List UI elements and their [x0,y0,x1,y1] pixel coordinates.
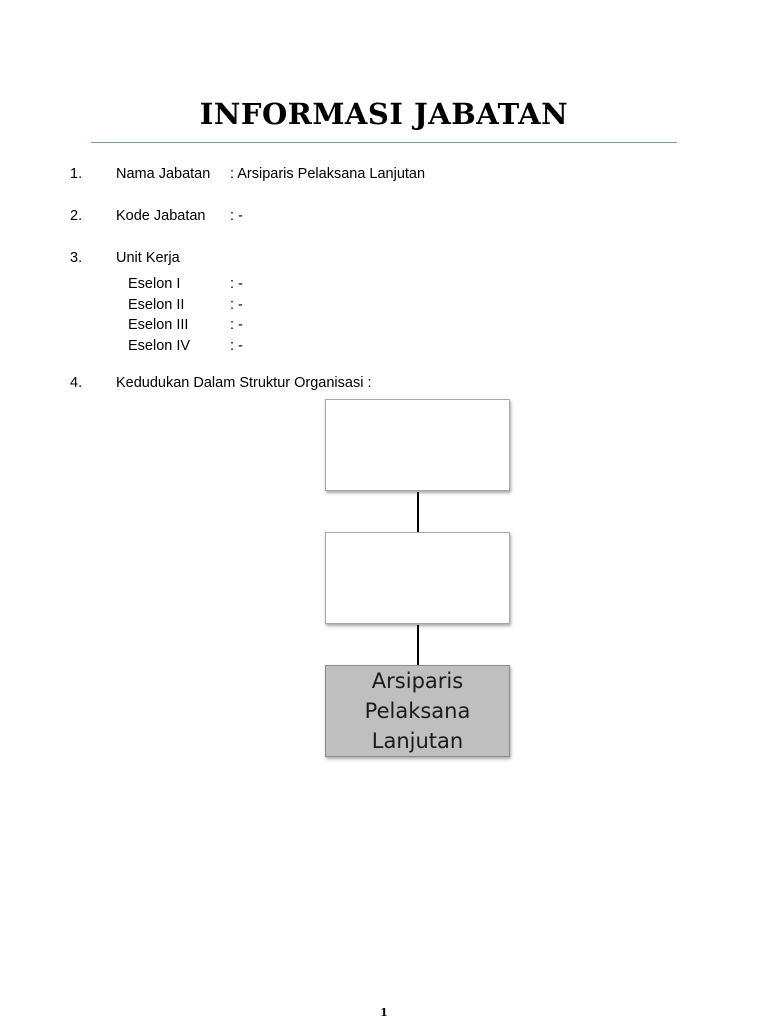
eselon-3-label: Eselon III [128,317,189,333]
eselon-4-label: Eselon IV [128,338,191,354]
org-box-current-label: Arsiparis Pelaksana Lanjutan [364,669,471,753]
item-4-label: Kedudukan Dalam Struktur Organisasi : [116,375,372,391]
item-1-value: : Arsiparis Pelaksana Lanjutan [230,166,426,182]
item-4-number: 4. [70,375,83,391]
item-1-number: 1. [70,166,83,182]
eselon-1-label: Eselon I [128,276,181,292]
org-connector-2 [417,625,419,665]
item-2-label: Kode Jabatan [116,208,206,224]
item-2-number: 2. [70,208,83,224]
title-divider [91,142,677,143]
org-box-current-position [325,665,510,757]
item-3-label: Unit Kerja [116,250,180,266]
item-3-number: 3. [70,250,83,266]
eselon-1-value: : - [230,276,243,292]
org-box-top [325,399,510,491]
item-1-label: Nama Jabatan [116,166,211,182]
org-box-middle [325,532,510,624]
eselon-2-value: : - [230,297,243,313]
eselon-2-label: Eselon II [128,297,185,313]
page-title: INFORMASI JABATAN [199,97,569,131]
eselon-3-value: : - [230,317,243,333]
page-number: 1 [380,1006,388,1019]
eselon-4-value: : - [230,338,243,354]
org-connector-1 [417,492,419,532]
item-2-value: : - [230,208,243,224]
